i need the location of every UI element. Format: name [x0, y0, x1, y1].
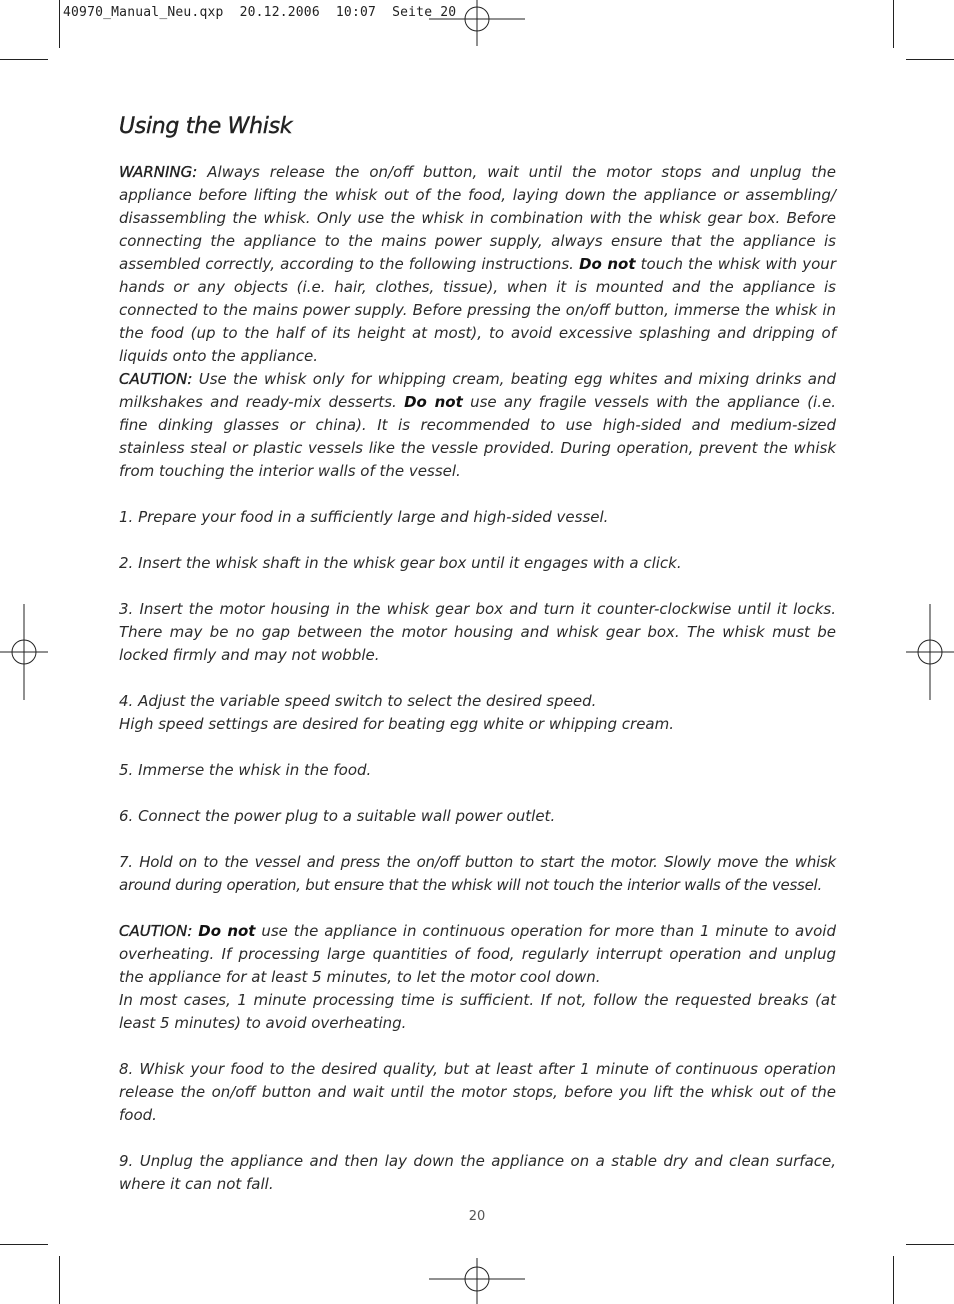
warning-emphasis: Do not	[579, 255, 636, 273]
step-3: 3. Insert the motor housing in the whisk gear box and turn it counter-clockwise until it locks. There may be no gap between the motor housing and whisk gear box. The whisk must be locked firmly and may not wobble.	[119, 600, 836, 664]
section-title-text: Using the Whisk	[119, 114, 293, 139]
caution-2-label: CAUTION:	[119, 922, 193, 940]
caution-emphasis: Do not	[404, 393, 463, 411]
manual-content	[119, 112, 836, 1196]
step-5: 5. Immerse the whisk in the food.	[119, 761, 372, 779]
caution-text-after: use any fragile vessels with the appliance (i.e. fine dinking glasses or china). It is recommended to use high-sided and medium-sized stainless steal or plastic vessels like the vessle provided. During operation, prevent the whisk from touching the interior walls of the vessel.	[119, 393, 836, 480]
page-number: 20	[468, 1209, 486, 1224]
caution-label: CAUTION:	[119, 370, 193, 388]
caution-paragraph	[119, 368, 836, 483]
warning-text-after: touch the whisk with your hands or any objects (i.e. hair, clothes, tissue), when it is mounted and the appliance is connected to the mains power supply. Before pressing the on/off button, immerse the whisk in the food (up to the half of its height at most), to avoid excessive splashing and dripping of liquids onto the appliance.	[119, 255, 836, 365]
warning-text-before: Always release the on/off button, wait until the motor stops and unplug the appliance before lifting the whisk out of the food, laying down the appliance or assembling/ disassembling the whisk. Only use the whisk in combination with the whisk gear box. Before connecting the appliance to the mains power supply, always ensure that the appliance is assembled correctly, according to the following instructions.	[119, 163, 836, 273]
step-1: 1. Prepare your food in a sufficiently large and high-sided vessel.	[119, 508, 609, 526]
crop-mark-top-left-horizontal	[0, 59, 48, 60]
registration-mark-top-icon	[429, 0, 525, 48]
warning-label: WARNING:	[119, 163, 198, 181]
step-6: 6. Connect the power plug to a suitable wall power outlet.	[119, 807, 556, 825]
registration-mark-right-icon	[906, 604, 954, 700]
step-8: 8. Whisk your food to the desired quality, but at least after 1 minute of continuous operation release the on/off button and wait until the motor stops, before you lift the whisk out of the food.	[119, 1060, 836, 1124]
section-title	[119, 112, 836, 142]
step-2: 2. Insert the whisk shaft in the whisk gear box until it engages with a click.	[119, 554, 682, 572]
step-4-note: High speed settings are desired for beating egg white or whipping cream.	[119, 715, 674, 733]
crop-mark-bottom-right-vertical	[893, 1256, 894, 1304]
crop-mark-top-left-vertical	[59, 0, 60, 48]
warning-paragraph	[119, 161, 836, 368]
step-7: 7. Hold on to the vessel and press the on/off button to start the motor. Slowly move the whisk around during operation, but ensure that the whisk will not touch the interior walls of the vessel.	[119, 853, 836, 894]
caution-2-text: use the appliance in continuous operation for more than 1 minute to avoid overheating. If processing large quantities of food, regularly interrupt operation and unplug the appliance for at least 5 minutes, to let the motor cool down.	[119, 922, 836, 986]
crop-mark-bottom-left-horizontal	[0, 1244, 48, 1245]
caution-2-emphasis: Do not	[198, 922, 256, 940]
step-4: 4. Adjust the variable speed switch to select the desired speed.	[119, 692, 597, 710]
crop-mark-bottom-right-horizontal	[906, 1244, 954, 1245]
step-9: 9. Unplug the appliance and then lay down the appliance on a stable dry and clean surface, where it can not fall.	[119, 1152, 836, 1193]
caution-2-paragraph	[119, 920, 836, 989]
crop-mark-bottom-left-vertical	[59, 1256, 60, 1304]
caution-text-before: Use the whisk only for whipping cream, beating egg whites and mixing drinks and milkshakes and ready-mix desserts.	[119, 370, 836, 411]
registration-mark-bottom-icon	[429, 1256, 525, 1304]
crop-mark-top-right-vertical	[893, 0, 894, 48]
crop-mark-top-right-horizontal	[906, 59, 954, 60]
registration-mark-left-icon	[0, 604, 48, 700]
caution-2-note: In most cases, 1 minute processing time is sufficient. If not, follow the requested breaks (at least 5 minutes) to avoid overheating.	[119, 991, 836, 1032]
print-slug: 40970_Manual_Neu.qxp 20.12.2006 10:07 Seite 20	[63, 5, 457, 20]
